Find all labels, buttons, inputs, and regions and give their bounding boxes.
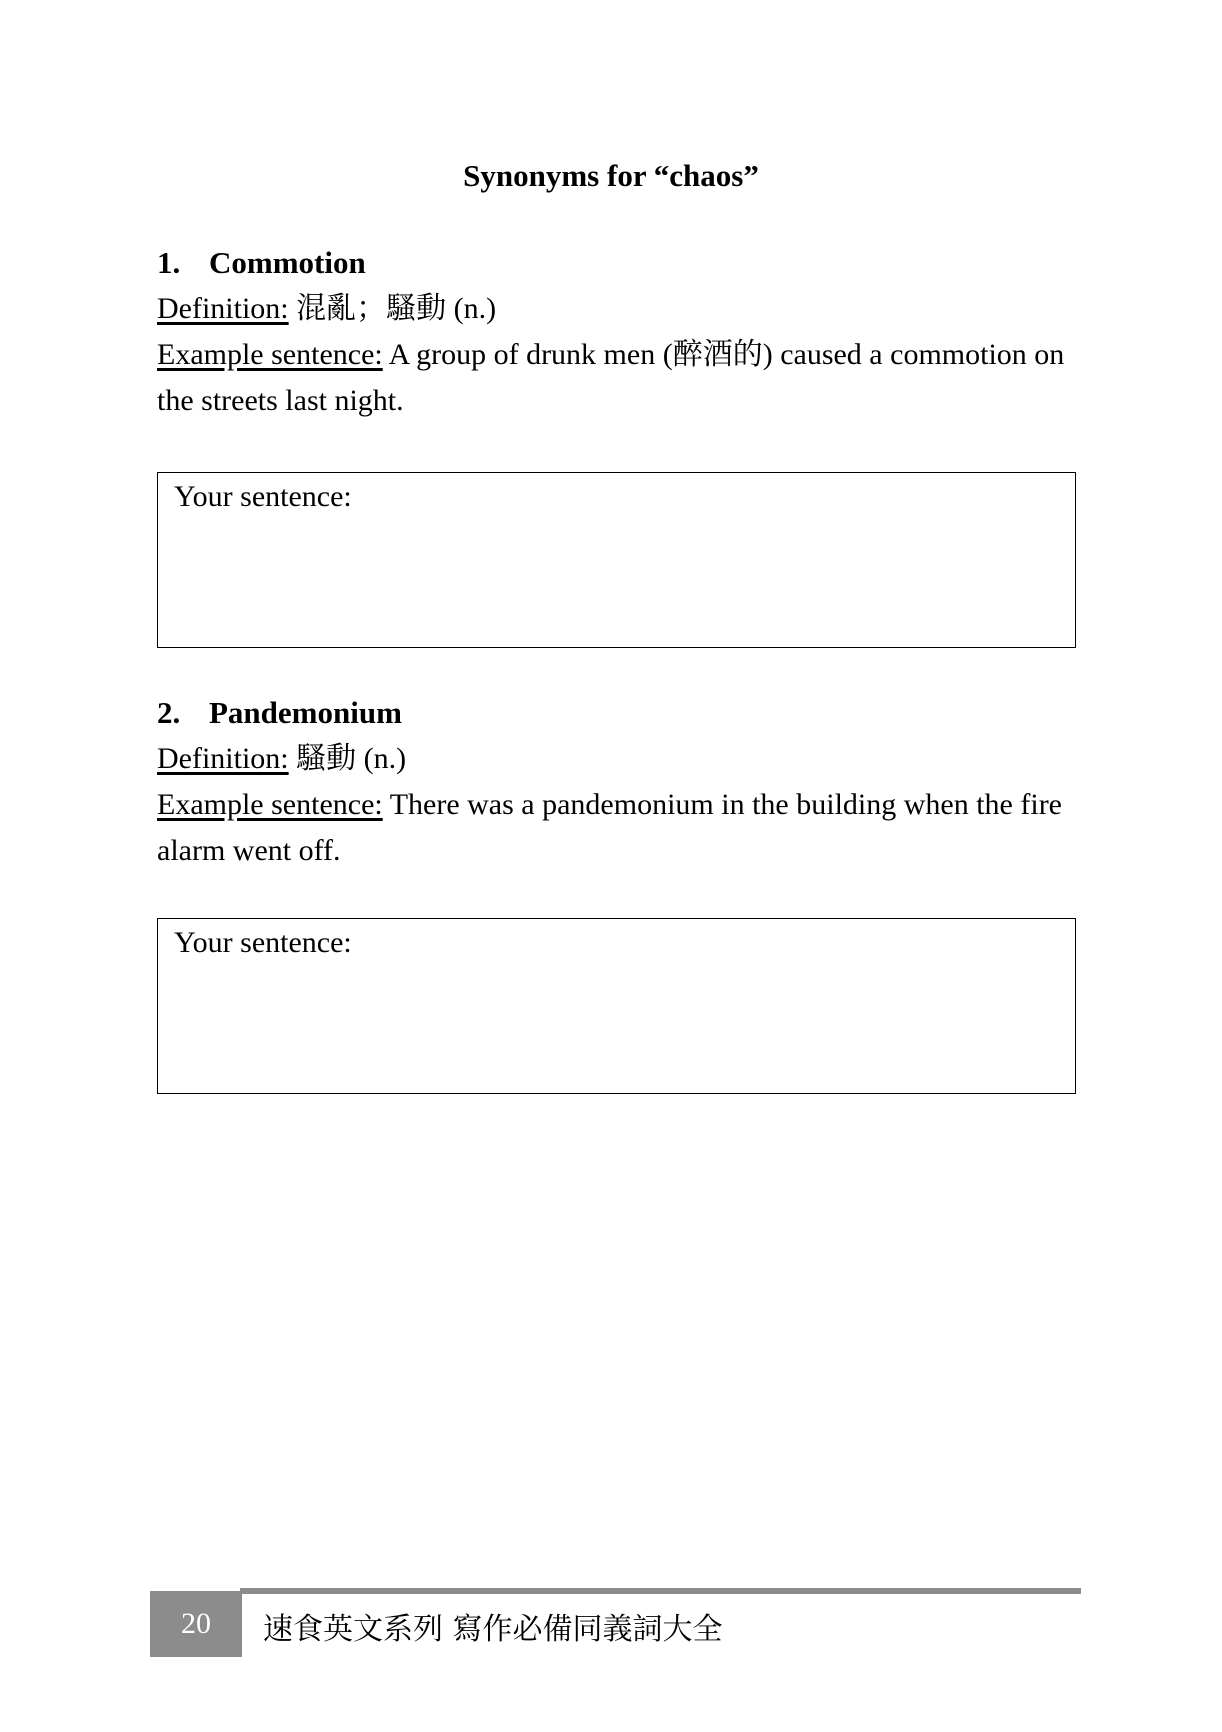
definition-label: Definition: [157, 292, 289, 325]
page-number: 20 [150, 1591, 242, 1657]
definition-line [157, 286, 1077, 332]
definition-text: 騷動 (n.) [288, 742, 407, 775]
example-label: Example sentence: [157, 788, 383, 821]
entry-word: Commotion [209, 245, 366, 280]
example-line [157, 332, 1077, 424]
your-sentence-box[interactable] [157, 918, 1076, 1094]
entry-number: 2. [157, 695, 181, 730]
example-text: There was a pandemonium in the building when the fire alarm went off. [157, 788, 1062, 867]
your-sentence-box[interactable] [157, 472, 1076, 648]
footer-book-title: 速食英文系列 寫作必備同義詞大全 [263, 1612, 723, 1647]
definition-line [157, 736, 1077, 782]
definition-label: Definition: [157, 742, 289, 775]
entry-heading [157, 693, 1077, 733]
entry-word: Pandemonium [209, 695, 402, 730]
entry-heading [157, 243, 1077, 283]
example-text: A group of drunk men (醉酒的) caused a commotion on the streets last night. [157, 338, 1065, 417]
your-sentence-label: Your sentence: [174, 480, 352, 513]
your-sentence-label: Your sentence: [174, 926, 352, 959]
entry-number: 1. [157, 245, 181, 280]
page-title: Synonyms for “chaos” [463, 158, 759, 193]
example-line [157, 782, 1077, 874]
footer-rule [240, 1588, 1081, 1594]
definition-text: 混亂；騷動 (n.) [288, 292, 497, 325]
example-label: Example sentence: [157, 338, 383, 371]
synonym-entry [157, 243, 1077, 424]
synonym-entry [157, 693, 1077, 874]
